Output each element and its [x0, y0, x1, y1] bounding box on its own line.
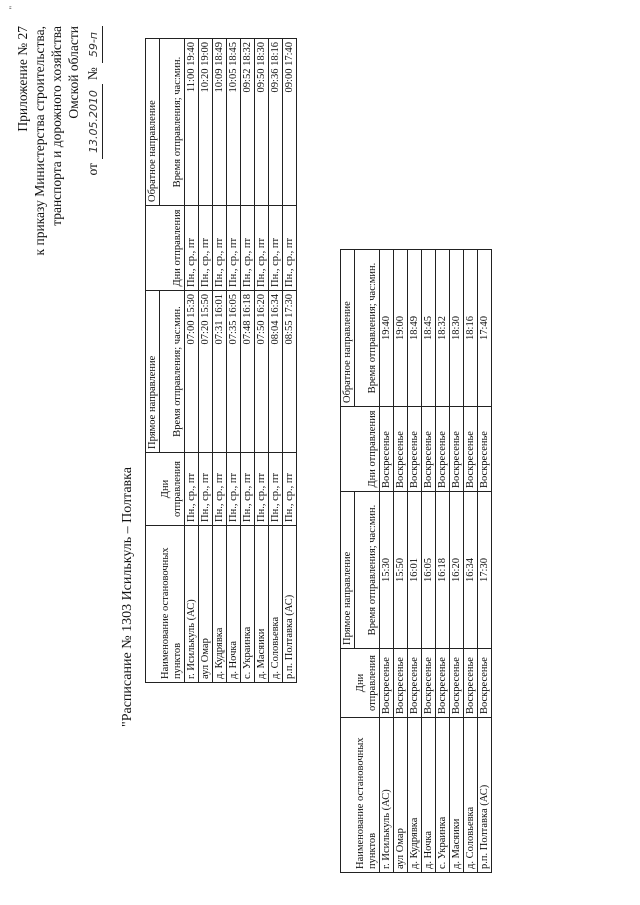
time-forward: 16:01 [407, 492, 421, 649]
days-forward: Пн., ср., пт [240, 453, 254, 526]
header-days-2 [146, 206, 160, 291]
days-backward: Воскресенье [463, 407, 477, 492]
order-line-3: Омской области [66, 26, 81, 119]
time-forward: 07:48 16:18 [240, 291, 254, 453]
days-backward: Воскресенье [393, 407, 407, 492]
header-backward: Обратное направление [341, 250, 355, 407]
days-backward: Пн., ср., пт [254, 206, 268, 291]
time-forward: 07:35 16:05 [226, 291, 240, 453]
days-forward: Воскресенье [435, 649, 449, 718]
time-backward: 09:36 18:16 [268, 39, 282, 206]
header-forward: Прямое направление [146, 291, 160, 453]
table-row [254, 39, 268, 683]
days-backward: Пн., ср., пт [198, 206, 212, 291]
table1-body [184, 39, 296, 683]
time-forward: 15:30 [379, 492, 393, 649]
days-backward: Воскресенье [435, 407, 449, 492]
header-time-label: Время отправления; час:мин. [160, 291, 185, 453]
time-forward: 07:20 15:50 [198, 291, 212, 453]
stop-name: аул Омар [393, 718, 407, 873]
time-forward: 07:31 16:01 [212, 291, 226, 453]
days-backward: Пн., ср., пт [226, 206, 240, 291]
time-forward: 08:55 17:30 [282, 291, 296, 453]
stop-name: д. Ночка [226, 526, 240, 683]
corner-mark: " [8, 6, 17, 10]
table-row [379, 250, 393, 873]
time-backward: 18:30 [449, 250, 463, 407]
document-header [14, 26, 103, 255]
days-forward: Пн., ср., пт [198, 453, 212, 526]
time-forward: 16:05 [421, 492, 435, 649]
table-row [282, 39, 296, 683]
schedule-title: "Расписание № 1303 Исилькуль – Полтавка [120, 467, 135, 727]
table-row [435, 250, 449, 873]
header-time-label: Время отправления; час:мин. [355, 492, 380, 649]
stop-name: д. Кудрявка [212, 526, 226, 683]
time-backward: 18:32 [435, 250, 449, 407]
time-forward: 16:18 [435, 492, 449, 649]
days-forward: Воскресенье [407, 649, 421, 718]
table-row [393, 250, 407, 873]
header-stop-name: Наименование остановочных пунктов [341, 718, 380, 873]
time-backward: 11:00 19:40 [184, 39, 198, 206]
time-backward: 09:00 17:40 [282, 39, 296, 206]
time-backward: 19:40 [379, 250, 393, 407]
header-days-label: Дни отправления [355, 649, 380, 718]
days-forward: Воскресенье [449, 649, 463, 718]
time-backward: 10:09 18:49 [212, 39, 226, 206]
time-forward: 16:20 [449, 492, 463, 649]
days-backward: Воскресенье [379, 407, 393, 492]
table-row [226, 39, 240, 683]
time-forward: 07:50 16:20 [254, 291, 268, 453]
stop-name: р.п. Полтавка (АС) [477, 718, 491, 873]
handwritten-number: 59-п [85, 26, 103, 63]
time-backward: 09:52 18:32 [240, 39, 254, 206]
schedule-table-sunday [340, 249, 492, 873]
days-forward: Воскресенье [463, 649, 477, 718]
header-backward: Обратное направление [146, 39, 160, 206]
header-forward: Прямое направление [341, 492, 355, 649]
appendix-number: Приложение № 27 [15, 26, 30, 132]
time-backward: 17:40 [477, 250, 491, 407]
days-forward: Пн., ср., пт [226, 453, 240, 526]
time-backward: 10:05 18:45 [226, 39, 240, 206]
days-backward: Пн., ср., пт [268, 206, 282, 291]
days-backward: Пн., ср., пт [240, 206, 254, 291]
table-row [198, 39, 212, 683]
stop-name: аул Омар [198, 526, 212, 683]
table2-body [379, 250, 491, 873]
stop-name: г. Исилькуль (АС) [379, 718, 393, 873]
days-backward: Пн., ср., пт [184, 206, 198, 291]
date-prefix: от [85, 163, 100, 176]
stop-name: с. Украинка [240, 526, 254, 683]
order-date-line [84, 26, 103, 255]
table-row [240, 39, 254, 683]
time-backward: 18:45 [421, 250, 435, 407]
stop-name: д. Масяики [254, 526, 268, 683]
days-forward: Воскресенье [379, 649, 393, 718]
header-days-label: Дни отправления [160, 453, 185, 526]
days-backward: Пн., ср., пт [282, 206, 296, 291]
time-backward: 19:00 [393, 250, 407, 407]
table-row [463, 250, 477, 873]
time-forward: 17:30 [477, 492, 491, 649]
table-row [268, 39, 282, 683]
time-forward: 08:04 16:34 [268, 291, 282, 453]
header-days [341, 649, 355, 718]
days-backward: Пн., ср., пт [212, 206, 226, 291]
table-row [421, 250, 435, 873]
time-backward: 18:16 [463, 250, 477, 407]
time-backward: 18:49 [407, 250, 421, 407]
header-time-label-2: Время отправления; час:мин. [160, 39, 185, 206]
header-days-label-2: Дни отправления [355, 407, 380, 492]
order-line-1: к приказу Министерства строительства, [32, 26, 47, 256]
days-forward: Пн., ср., пт [212, 453, 226, 526]
days-backward: Воскресенье [449, 407, 463, 492]
days-backward: Воскресенье [407, 407, 421, 492]
table-row [477, 250, 491, 873]
header-days-2 [341, 407, 355, 492]
table-row [212, 39, 226, 683]
days-forward: Воскресенье [477, 649, 491, 718]
schedule-table-weekdays [145, 38, 297, 683]
table-row [407, 250, 421, 873]
days-forward: Воскресенье [393, 649, 407, 718]
days-forward: Пн., ср., пт [282, 453, 296, 526]
header-stop-name: Наименование остановочных пунктов [146, 526, 185, 683]
stop-name: с. Украинка [435, 718, 449, 873]
days-forward: Пн., ср., пт [268, 453, 282, 526]
time-backward: 09:50 18:30 [254, 39, 268, 206]
header-days [146, 453, 160, 526]
stop-name: г. Исилькуль (АС) [184, 526, 198, 683]
table-row [184, 39, 198, 683]
days-backward: Воскресенье [477, 407, 491, 492]
table-row [449, 250, 463, 873]
header-time-label-2: Время отправления; час:мин. [355, 250, 380, 407]
stop-name: р.п. Полтавка (АС) [282, 526, 296, 683]
stop-name: д. Соловьевка [268, 526, 282, 683]
days-forward: Пн., ср., пт [184, 453, 198, 526]
time-backward: 10:20 19:00 [198, 39, 212, 206]
order-line-2: транспорта и дорожного хозяйства [49, 26, 64, 226]
days-forward: Воскресенье [421, 649, 435, 718]
handwritten-date: 13.05.2010 [85, 84, 103, 159]
stop-name: д. Соловьевка [463, 718, 477, 873]
days-backward: Воскресенье [421, 407, 435, 492]
time-forward: 07:00 15:30 [184, 291, 198, 453]
stop-name: д. Кудрявка [407, 718, 421, 873]
time-forward: 15:50 [393, 492, 407, 649]
number-prefix: № [85, 67, 100, 81]
time-forward: 16:34 [463, 492, 477, 649]
header-days-label-2: Дни отправления [160, 206, 185, 291]
stop-name: д. Масяики [449, 718, 463, 873]
stop-name: д. Ночка [421, 718, 435, 873]
days-forward: Пн., ср., пт [254, 453, 268, 526]
